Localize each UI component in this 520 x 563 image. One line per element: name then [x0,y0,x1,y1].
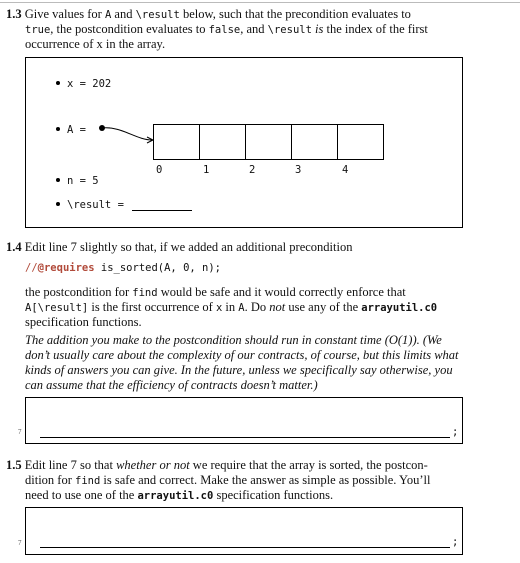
array-cell-0[interactable] [153,124,200,160]
question-number: 1.4 [6,240,22,254]
question-1-5-line-3: need to use one of the arrayutil.c0 specification functions. [25,488,334,502]
question-1-5-line-2: dition for find is safe and correct. Make the answer as simple as possible. You’ll [25,473,431,487]
q14-paragraph-1-line-3: specification functions. [25,315,142,329]
question-1-3-line-1: 1.3 Give values for A and \result below, such that the precondition evaluates to [6,7,411,21]
top-rule [0,2,520,3]
array-cell-2[interactable] [245,124,292,160]
question-1-3-line-2: true, the postcondition evaluates to false, and \result is the index of the first [25,22,428,36]
q14-note-line-4: can assume that the efficiency of contracts doesn’t matter.) [25,378,318,392]
result-blank[interactable] [132,210,192,211]
array-index-1: 1 [203,164,210,176]
pointer-arrow [98,122,158,146]
question-1-3-line-3: occurrence of x in the array. [25,37,166,51]
requires-code-line: //@requires is_sorted(A, 0, n); [25,262,221,274]
array-cell-1[interactable] [199,124,246,160]
question-number: 1.3 [6,7,22,21]
array-index-0: 0 [156,164,163,176]
line-number: 7 [18,539,22,547]
q14-note-line-1: The addition you make to the postcondition should run in constant time (O(1)). (We [25,333,442,347]
x-value-label: x = 202 [56,78,111,90]
array-cell-4[interactable] [337,124,384,160]
array-cell-3[interactable] [291,124,338,160]
array-index-3: 3 [295,164,302,176]
n-value-label: n = 5 [56,175,99,187]
line-number: 7 [18,428,22,436]
array-diagram [25,57,463,228]
semicolon: ; [452,536,459,548]
semicolon: ; [452,426,459,438]
q14-paragraph-1-line-2: A[\result] is the first occurrence of x in A. Do not use any of the arrayutil.c0 [25,300,438,314]
array-label: A = [56,124,86,136]
q15-answer-line[interactable] [40,547,450,548]
result-label: \result = [56,199,124,211]
array-index-2: 2 [249,164,256,176]
q14-answer-line[interactable] [40,437,450,438]
array-index-4: 4 [342,164,349,176]
question-number: 1.5 [6,458,22,472]
question-1-4-title: 1.4 Edit line 7 slightly so that, if we added an additional precondition [6,240,353,254]
q14-note-line-2: don’t usually care about the complexity of our contracts, of course, but this limits what [25,348,459,362]
q14-paragraph-1-line-1: the postcondition for find would be safe and it would correctly enforce that [25,285,406,299]
question-1-5-line-1: 1.5 Edit line 7 so that whether or not we require that the array is sorted, the postcon- [6,458,428,472]
q14-note-line-3: kinds of answers you can give. In the future, unless we specifically say otherwise, you [25,363,453,377]
